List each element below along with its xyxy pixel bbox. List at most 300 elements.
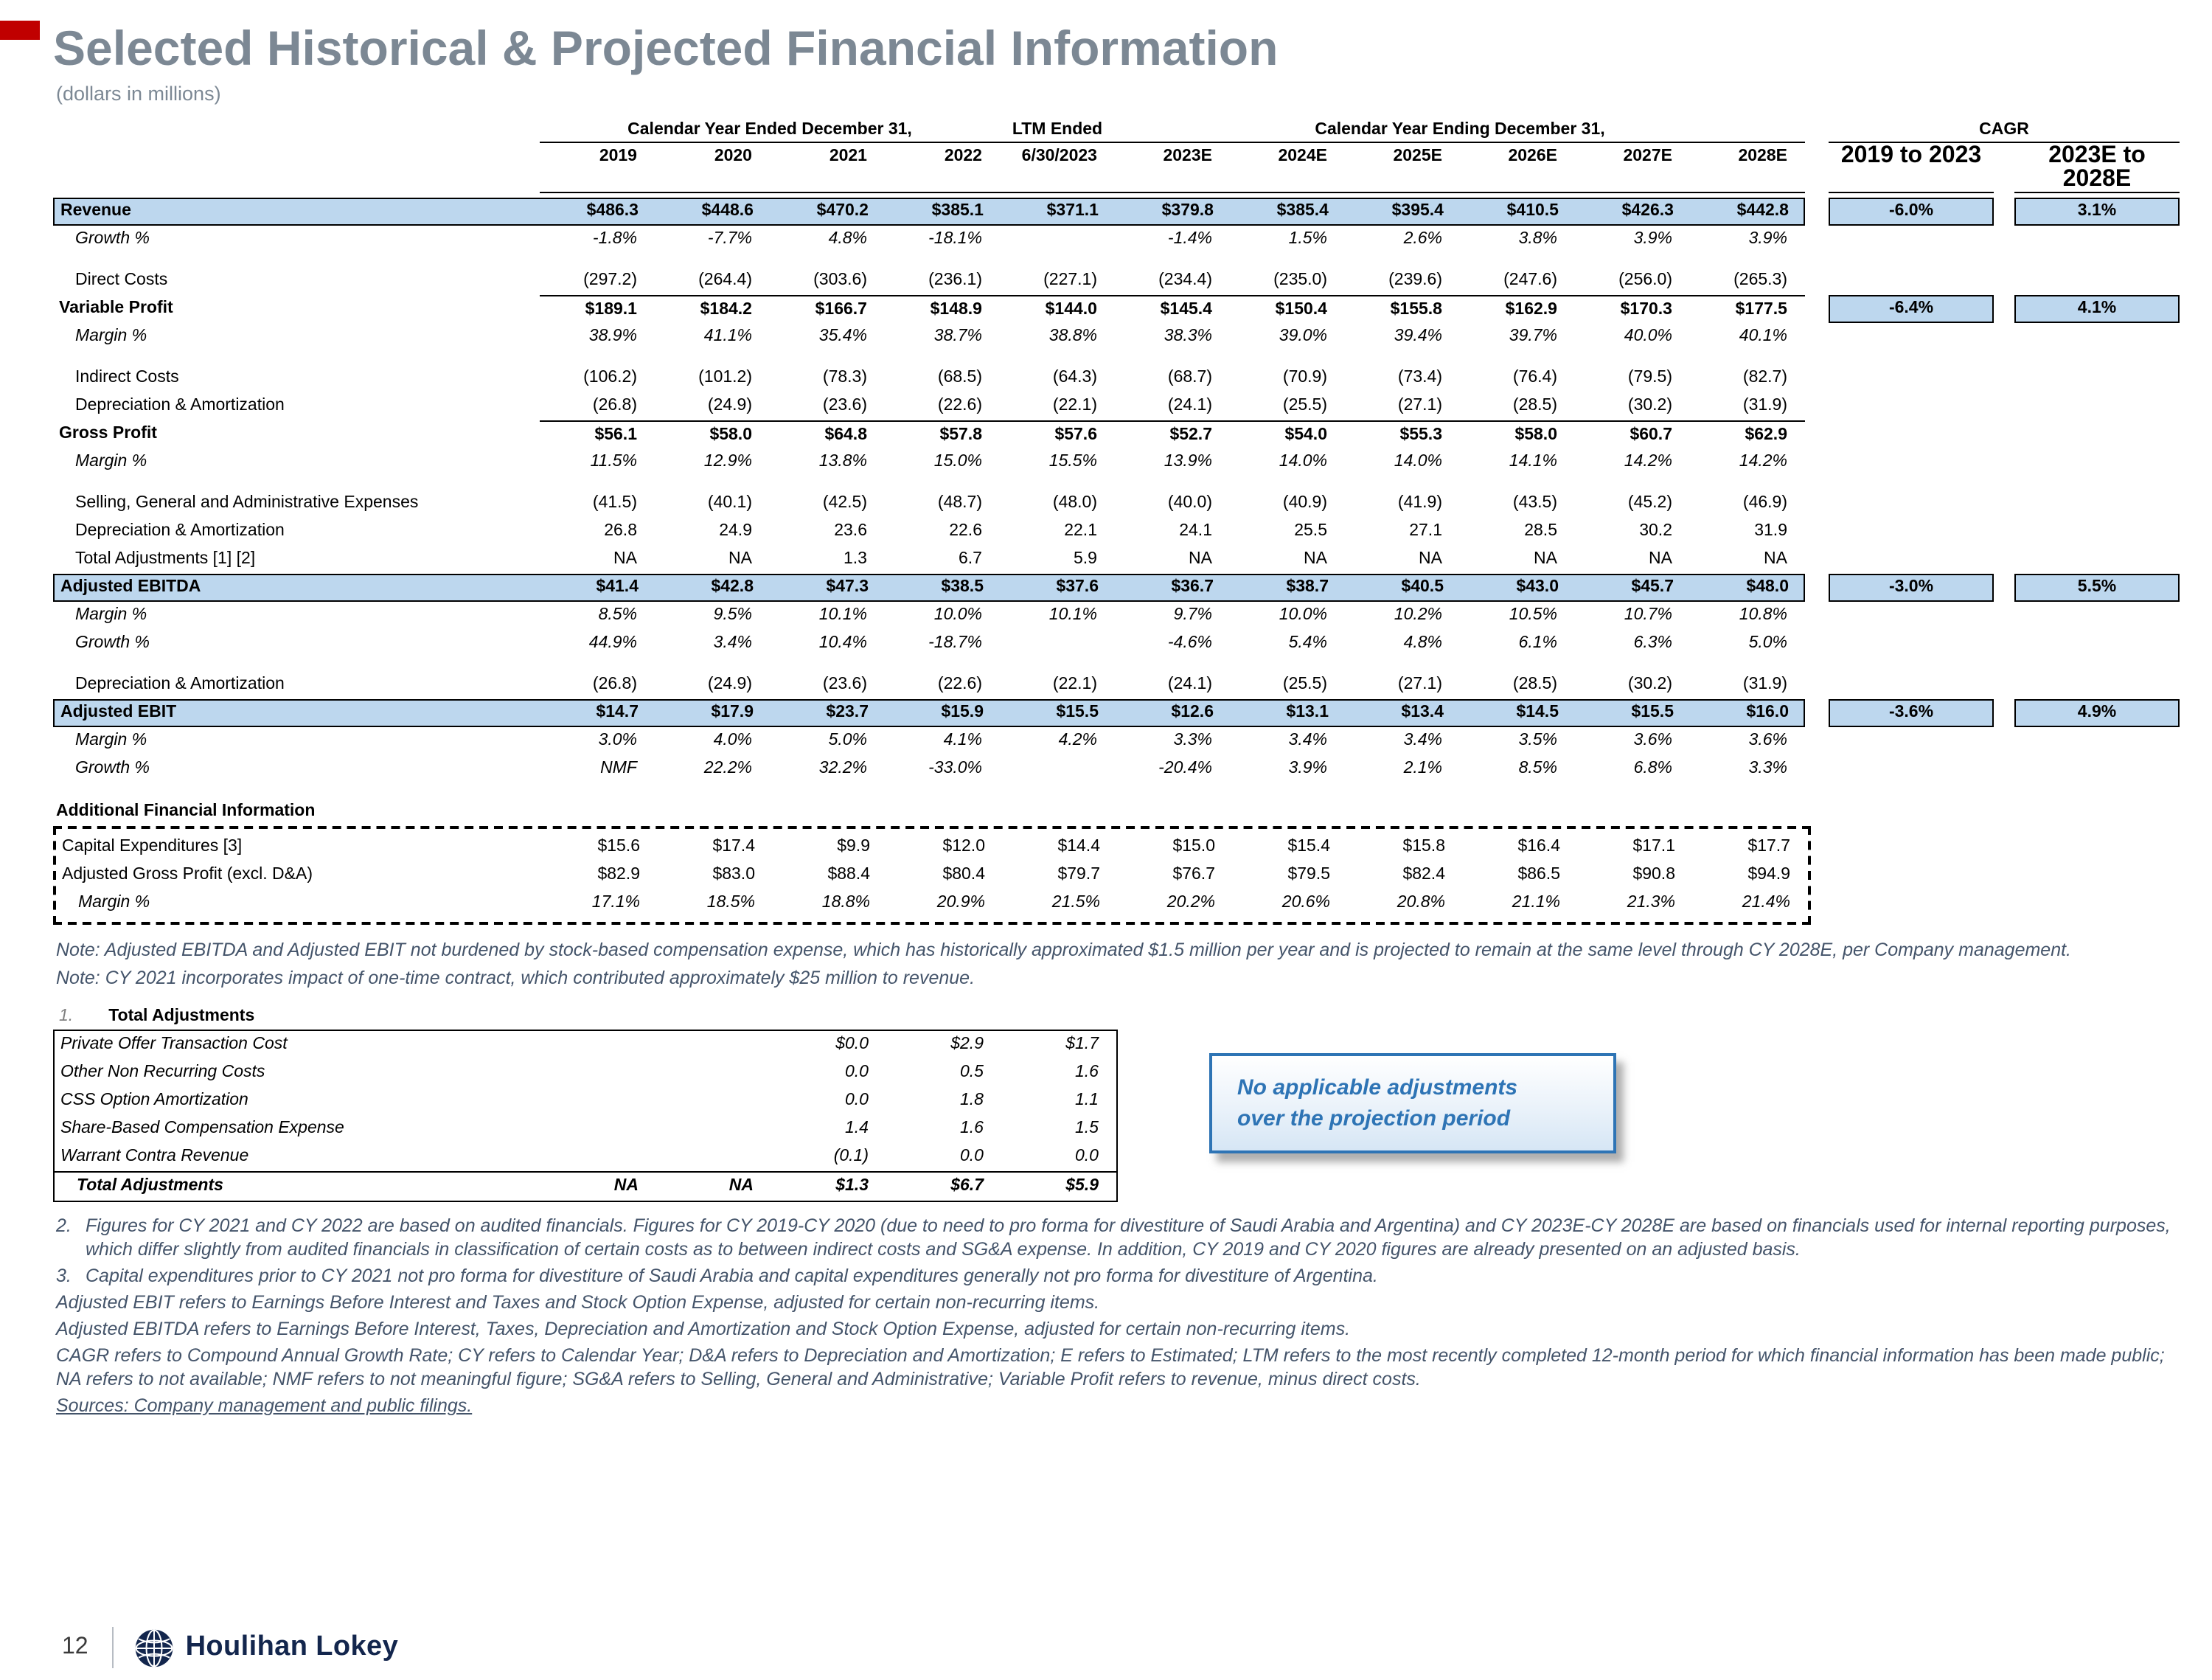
- row-main: [53, 364, 1805, 392]
- footnote-row-label: Share-Based Compensation Expense: [60, 1120, 344, 1137]
- financial-table-row: [53, 392, 2212, 420]
- cell-value: 13.8%: [818, 453, 867, 471]
- footnote-total-value: $1.3: [835, 1177, 869, 1195]
- row-label: Total Adjustments [1] [2]: [75, 550, 256, 568]
- cell-value: 22.2%: [703, 760, 752, 777]
- cell-value: $15.9: [941, 704, 984, 721]
- cagr-column-header: 2023E to 2028E: [2014, 145, 2180, 193]
- footnote-row-label: Private Offer Transaction Cost: [60, 1035, 288, 1053]
- gap: [1805, 574, 1829, 602]
- cell-value: NA: [1534, 550, 1557, 568]
- footnote-row-label: Other Non Recurring Costs: [60, 1063, 265, 1081]
- definition-text: Adjusted EBIT refers to Earnings Before Interest and Taxes and Stock Option Expense, adjusted for certain non-recurring items.: [56, 1292, 1100, 1313]
- footnote-table-row: [55, 1059, 1116, 1087]
- cell-value: 9.7%: [1173, 606, 1212, 624]
- footnote-total-value: $5.9: [1065, 1177, 1099, 1195]
- row-main: [53, 518, 1805, 546]
- cell-value: $38.5: [941, 578, 984, 596]
- cell-value: 20.9%: [936, 894, 985, 912]
- slide: [0, 21, 2212, 1680]
- cell-value: NA: [728, 550, 752, 568]
- cell-value: (235.0): [1273, 271, 1327, 289]
- cell-value: 10.2%: [1394, 606, 1442, 624]
- footnote-cell-value: $1.7: [1065, 1035, 1099, 1053]
- financial-table-row: [53, 727, 2212, 755]
- additional-table-row: [56, 889, 1808, 917]
- cell-value: (303.6): [813, 271, 867, 289]
- cell-value: -18.1%: [928, 230, 982, 248]
- cell-value: 38.8%: [1048, 327, 1097, 345]
- cell-value: 10.1%: [1048, 606, 1097, 624]
- footnote-table-row: [55, 1031, 1116, 1059]
- row-main: [53, 490, 1805, 518]
- cell-value: -18.7%: [928, 634, 982, 652]
- footnote-total-value: NA: [613, 1177, 639, 1195]
- cell-value: 24.1: [1179, 522, 1212, 540]
- cell-value: $45.7: [1631, 578, 1674, 596]
- cell-value: NA: [613, 550, 637, 568]
- cagr-value: -3.0%: [1829, 574, 1994, 602]
- cell-value: $442.8: [1736, 202, 1789, 220]
- cell-value: (27.1): [1397, 397, 1442, 414]
- header-spacer: [53, 119, 540, 145]
- cell-value: (24.9): [707, 397, 752, 414]
- financial-table-row: [53, 323, 2212, 351]
- cell-value: 14.2%: [1624, 453, 1672, 471]
- cell-value: $60.7: [1575, 420, 1690, 448]
- cell-value: 6.8%: [1633, 760, 1672, 777]
- footnote-cell-value: 1.8: [960, 1091, 984, 1109]
- financial-table-row: [53, 518, 2212, 546]
- cell-value: $17.4: [712, 838, 755, 855]
- cell-value: NA: [1304, 550, 1327, 568]
- cell-value: $144.0: [1000, 295, 1115, 323]
- header-groups: [53, 119, 1805, 145]
- financial-table-row: [53, 490, 2212, 518]
- footnote-1-header: [59, 1007, 2212, 1025]
- footnote-total-label: Total Adjustments: [77, 1177, 223, 1195]
- row-spacer: [0, 351, 2212, 364]
- financial-table-row: [53, 420, 2212, 448]
- cell-value: 39.4%: [1394, 327, 1442, 345]
- cell-value: 9.5%: [713, 606, 752, 624]
- cagr-value: 4.9%: [2014, 699, 2180, 727]
- cell-value: (28.5): [1512, 676, 1557, 693]
- cell-value: (227.1): [1043, 271, 1097, 289]
- gap: [1805, 119, 1829, 145]
- cell-value: 3.6%: [1748, 732, 1787, 749]
- cell-value: 40.0%: [1624, 327, 1672, 345]
- row-main: [53, 699, 1805, 727]
- cell-value: 14.0%: [1279, 453, 1327, 471]
- note-one-time-contract: Note: CY 2021 incorporates impact of one-time contract, which contributed approximately $25 million to revenue.: [56, 968, 975, 988]
- year-column-header: 2024E: [1230, 145, 1345, 193]
- numbered-footnote: [56, 1214, 2197, 1261]
- additional-table-row: [56, 861, 1808, 889]
- year-column-header: 2025E: [1345, 145, 1460, 193]
- cagr-value: 4.1%: [2014, 295, 2180, 323]
- cell-value: $47.3: [826, 578, 869, 596]
- cell-value: 6.3%: [1633, 634, 1672, 652]
- column-group-label: Calendar Year Ending December 31,: [1115, 119, 1805, 143]
- cell-value: $58.0: [1460, 420, 1575, 448]
- cell-value: 10.7%: [1624, 606, 1672, 624]
- cell-value: (79.5): [1627, 369, 1672, 386]
- cell-value: (22.1): [1052, 676, 1097, 693]
- cell-value: (30.2): [1627, 676, 1672, 693]
- cell-value: 20.6%: [1281, 894, 1330, 912]
- cell-value: $80.4: [942, 866, 985, 884]
- year-column-header: 2023E: [1115, 145, 1230, 193]
- cell-value: $86.5: [1517, 866, 1560, 884]
- cell-value: 39.0%: [1279, 327, 1327, 345]
- page-title: Selected Historical & Projected Financial Information: [53, 21, 1279, 75]
- cell-value: (234.4): [1158, 271, 1212, 289]
- cell-value: (64.3): [1052, 369, 1097, 386]
- cell-value: (82.7): [1742, 369, 1787, 386]
- footnote-1-title: Total Adjustments: [108, 1007, 255, 1025]
- row-label: Margin %: [75, 606, 147, 624]
- cell-value: $58.0: [655, 420, 770, 448]
- cell-value: (297.2): [583, 271, 637, 289]
- footnote-cell-value: [656, 1143, 771, 1171]
- cell-value: $62.9: [1690, 420, 1805, 448]
- cell-value: $15.6: [597, 838, 640, 855]
- row-label: Margin %: [75, 327, 147, 345]
- cell-value: $23.7: [826, 704, 869, 721]
- cell-value: -1.4%: [1167, 230, 1212, 248]
- year-column-header: 2019: [540, 145, 655, 193]
- cell-value: $14.7: [596, 704, 639, 721]
- cell-value: 8.5%: [598, 606, 637, 624]
- row-label: Direct Costs: [75, 271, 168, 289]
- cell-value: 38.7%: [933, 327, 982, 345]
- cell-value: 10.0%: [933, 606, 982, 624]
- cell-value: 3.8%: [1518, 230, 1557, 248]
- cell-value: (26.8): [592, 676, 637, 693]
- cell-value: $448.6: [701, 202, 754, 220]
- globe-icon: [134, 1628, 174, 1667]
- cell-value: (247.6): [1503, 271, 1557, 289]
- footnote-cell-value: [656, 1087, 771, 1115]
- page-number: 12: [62, 1634, 88, 1659]
- footnote-cell-value: 0.0: [1075, 1148, 1099, 1165]
- numbered-footnotes: [0, 1214, 2212, 1288]
- cell-value: $13.4: [1401, 704, 1444, 721]
- cell-value: $410.5: [1506, 202, 1559, 220]
- financial-table-row: [53, 295, 2212, 323]
- no-adjustments-callout: [1209, 1053, 1616, 1153]
- cagr-value: -6.0%: [1829, 198, 1994, 226]
- cell-value: $184.2: [655, 295, 770, 323]
- row-main: [53, 226, 1805, 254]
- cell-value: $54.0: [1230, 420, 1345, 448]
- cell-value: NA: [1419, 550, 1442, 568]
- footnote-cell-value: $0.0: [835, 1035, 869, 1053]
- cell-value: -33.0%: [928, 760, 982, 777]
- footnote-cell-value: 1.5: [1075, 1120, 1099, 1137]
- cell-value: -1.8%: [592, 230, 637, 248]
- cell-value: $17.1: [1632, 838, 1675, 855]
- cell-value: 5.0%: [1748, 634, 1787, 652]
- cell-value: $43.0: [1516, 578, 1559, 596]
- cell-value: 28.5: [1524, 522, 1557, 540]
- footnote-cell-value: 1.6: [1075, 1063, 1099, 1081]
- footnote-cell-value: [656, 1059, 771, 1087]
- callout-line-2: over the projection period: [1237, 1106, 1511, 1131]
- header-year-row: [53, 145, 2212, 193]
- cell-value: $15.5: [1631, 704, 1674, 721]
- cell-value: $177.5: [1690, 295, 1805, 323]
- cell-value: $14.4: [1057, 838, 1100, 855]
- footnote-total-value: NA: [728, 1177, 754, 1195]
- cell-value: 8.5%: [1518, 760, 1557, 777]
- cell-value: 1.3: [844, 550, 867, 568]
- year-column-header: 2021: [770, 145, 885, 193]
- cell-value: $162.9: [1460, 295, 1575, 323]
- cell-value: 11.5%: [590, 453, 637, 471]
- footnote-cell-value: 1.4: [845, 1120, 869, 1137]
- row-label: Adjusted EBITDA: [60, 578, 201, 596]
- cell-value: (101.2): [698, 369, 752, 386]
- footnote-cell-value: [541, 1059, 656, 1087]
- cell-value: 14.1%: [1509, 453, 1557, 471]
- row-label: Selling, General and Administrative Expenses: [75, 494, 419, 512]
- footnote-number: 3.: [56, 1266, 72, 1286]
- financial-table-row: [53, 448, 2212, 476]
- footnote-cell-value: 0.0: [845, 1063, 869, 1081]
- cell-value: 10.8%: [1739, 606, 1787, 624]
- cell-value: $15.8: [1402, 838, 1445, 855]
- cell-value: 21.5%: [1051, 894, 1100, 912]
- cell-value: $12.0: [942, 838, 985, 855]
- houlihan-lokey-logo: [134, 1628, 399, 1667]
- row-label: Margin %: [75, 453, 147, 471]
- footnote-cell-value: [656, 1115, 771, 1143]
- cell-value: 18.5%: [706, 894, 755, 912]
- footnote-cell-value: 1.6: [960, 1120, 984, 1137]
- cell-value: 12.9%: [703, 453, 752, 471]
- cell-value: 10.5%: [1509, 606, 1557, 624]
- cell-value: 41.1%: [703, 327, 752, 345]
- cell-value: $385.1: [931, 202, 984, 220]
- cell-value: $145.4: [1115, 295, 1230, 323]
- financial-table-row: [53, 602, 2212, 630]
- cell-value: (42.5): [822, 494, 867, 512]
- cell-value: 24.9: [719, 522, 752, 540]
- cell-value: (43.5): [1512, 494, 1557, 512]
- cell-value: (31.9): [1742, 397, 1787, 414]
- total-adjustments-table: [53, 1030, 1118, 1202]
- cell-value: 3.0%: [598, 732, 637, 749]
- row-label: Depreciation & Amortization: [75, 397, 285, 414]
- cell-value: $52.7: [1115, 420, 1230, 448]
- numbered-footnote: [56, 1264, 2197, 1288]
- row-main: [53, 671, 1805, 699]
- cell-value: $41.4: [596, 578, 639, 596]
- cell-value: 4.0%: [713, 732, 752, 749]
- cell-value: $155.8: [1345, 295, 1460, 323]
- cell-value: NMF: [600, 760, 637, 777]
- cell-value: (264.4): [698, 271, 752, 289]
- year-column-header: 2027E: [1575, 145, 1690, 193]
- cell-value: (256.0): [1618, 271, 1672, 289]
- cell-value: 38.9%: [588, 327, 637, 345]
- cell-value: $42.8: [711, 578, 754, 596]
- cell-value: [1000, 630, 1115, 658]
- cell-value: 5.0%: [828, 732, 867, 749]
- cell-value: (68.5): [937, 369, 982, 386]
- cell-value: 20.8%: [1397, 894, 1445, 912]
- cell-value: $15.5: [1056, 704, 1099, 721]
- cell-value: 31.9: [1754, 522, 1787, 540]
- cell-value: NA: [1764, 550, 1787, 568]
- cell-value: (28.5): [1512, 397, 1557, 414]
- cagr-value: -3.6%: [1829, 699, 1994, 727]
- cagr-value: 5.5%: [2014, 574, 2180, 602]
- cell-value: $76.7: [1172, 866, 1215, 884]
- cell-value: 35.4%: [818, 327, 867, 345]
- gap: [1994, 295, 2014, 323]
- cell-value: 1.5%: [1288, 230, 1327, 248]
- row-label: Adjusted Gross Profit (excl. D&A): [62, 866, 313, 884]
- cell-value: (48.7): [937, 494, 982, 512]
- row-main: [53, 602, 1805, 630]
- financial-table-row: [53, 671, 2212, 699]
- financial-table-body: [0, 198, 2212, 783]
- cell-value: 17.1%: [591, 894, 640, 912]
- cell-value: $38.7: [1286, 578, 1329, 596]
- cell-value: (265.3): [1733, 271, 1787, 289]
- cell-value: $17.7: [1747, 838, 1790, 855]
- row-main: [53, 420, 1805, 448]
- footnote-cell-value: 1.1: [1075, 1091, 1099, 1109]
- cell-value: $83.0: [712, 866, 755, 884]
- footnote-cell-value: [541, 1087, 656, 1115]
- cell-value: 27.1: [1409, 522, 1442, 540]
- cell-value: $170.3: [1575, 295, 1690, 323]
- cell-value: (22.6): [937, 676, 982, 693]
- cell-value: $486.3: [586, 202, 639, 220]
- year-column-header: 6/30/2023: [1000, 145, 1115, 193]
- footnote-cell-value: [541, 1143, 656, 1171]
- footnote-total-value: $6.7: [950, 1177, 984, 1195]
- footnote-cell-value: [541, 1031, 656, 1059]
- row-label: Growth %: [75, 230, 150, 248]
- additional-table-row: [56, 833, 1808, 861]
- cell-value: $79.5: [1287, 866, 1330, 884]
- cell-value: $16.0: [1746, 704, 1789, 721]
- cell-value: (23.6): [822, 397, 867, 414]
- cell-value: (41.5): [592, 494, 637, 512]
- year-column-header: 2026E: [1460, 145, 1575, 193]
- cell-value: 39.7%: [1509, 327, 1557, 345]
- cell-value: $470.2: [816, 202, 869, 220]
- additional-info-rows: [56, 833, 1808, 917]
- cell-value: $13.1: [1286, 704, 1329, 721]
- row-label: Capital Expenditures [3]: [62, 838, 243, 855]
- row-label: Growth %: [75, 634, 150, 652]
- cell-value: $9.9: [837, 838, 870, 855]
- cell-value: $90.8: [1632, 866, 1675, 884]
- financial-table-row: [53, 630, 2212, 658]
- gap: [1994, 198, 2014, 226]
- cell-value: $371.1: [1046, 202, 1099, 220]
- cell-value: $36.7: [1171, 578, 1214, 596]
- cell-value: 6.1%: [1518, 634, 1557, 652]
- cell-value: 5.4%: [1288, 634, 1327, 652]
- footnote-table-section: [53, 1030, 2212, 1202]
- footnote-row-label: CSS Option Amortization: [60, 1091, 248, 1109]
- cell-value: (73.4): [1397, 369, 1442, 386]
- cell-value: (23.6): [822, 676, 867, 693]
- row-main: [53, 448, 1805, 476]
- row-spacer: [0, 476, 2212, 490]
- cell-value: $94.9: [1747, 866, 1790, 884]
- financial-table-row: [53, 755, 2212, 783]
- cell-value: (24.9): [707, 676, 752, 693]
- header-group-row: [53, 119, 2212, 145]
- financial-table-row: [53, 364, 2212, 392]
- footnote-cell-value: (0.1): [833, 1148, 869, 1165]
- footnote-cell-value: 0.0: [845, 1091, 869, 1109]
- footnote-1-number: 1.: [59, 1007, 74, 1025]
- cell-value: 44.9%: [588, 634, 637, 652]
- cell-value: (68.7): [1167, 369, 1212, 386]
- row-label: Growth %: [75, 760, 150, 777]
- cell-value: 3.5%: [1518, 732, 1557, 749]
- cell-value: 3.4%: [1288, 732, 1327, 749]
- cell-value: (26.8): [592, 397, 637, 414]
- cell-value: (40.0): [1167, 494, 1212, 512]
- row-label: Adjusted EBIT: [60, 704, 177, 721]
- additional-info-table: [53, 826, 1811, 925]
- cell-value: (30.2): [1627, 397, 1672, 414]
- cell-value: (27.1): [1397, 676, 1442, 693]
- cell-value: $40.5: [1401, 578, 1444, 596]
- cell-value: (41.9): [1397, 494, 1442, 512]
- cell-value: $379.8: [1161, 202, 1214, 220]
- gap: [1994, 145, 2014, 193]
- slide-footer: [62, 1627, 398, 1668]
- cell-value: (40.1): [707, 494, 752, 512]
- cell-value: $79.7: [1057, 866, 1100, 884]
- cell-value: 2.1%: [1403, 760, 1442, 777]
- header-spacer: [53, 145, 540, 193]
- gap: [1994, 574, 2014, 602]
- footnote-row-label: Warrant Contra Revenue: [60, 1148, 249, 1165]
- cell-value: 20.2%: [1166, 894, 1215, 912]
- cell-value: (106.2): [583, 369, 637, 386]
- footnote-cell-value: 0.5: [960, 1063, 984, 1081]
- row-label: Indirect Costs: [75, 369, 179, 386]
- cell-value: 15.0%: [933, 453, 982, 471]
- financial-table-row: [53, 226, 2212, 254]
- cell-value: 10.1%: [818, 606, 867, 624]
- cell-value: 21.3%: [1627, 894, 1675, 912]
- cell-value: (236.1): [928, 271, 982, 289]
- definitions: [0, 1291, 2212, 1391]
- cell-value: (46.9): [1742, 494, 1787, 512]
- dollars-in-millions-label: (dollars in millions): [56, 83, 221, 105]
- cell-value: 26.8: [604, 522, 637, 540]
- cell-value: (239.6): [1388, 271, 1442, 289]
- cell-value: 4.2%: [1058, 732, 1097, 749]
- callout-line-1: No applicable adjustments: [1237, 1075, 1518, 1100]
- cell-value: (78.3): [822, 369, 867, 386]
- cell-value: $37.6: [1056, 578, 1099, 596]
- row-label: Margin %: [75, 732, 147, 749]
